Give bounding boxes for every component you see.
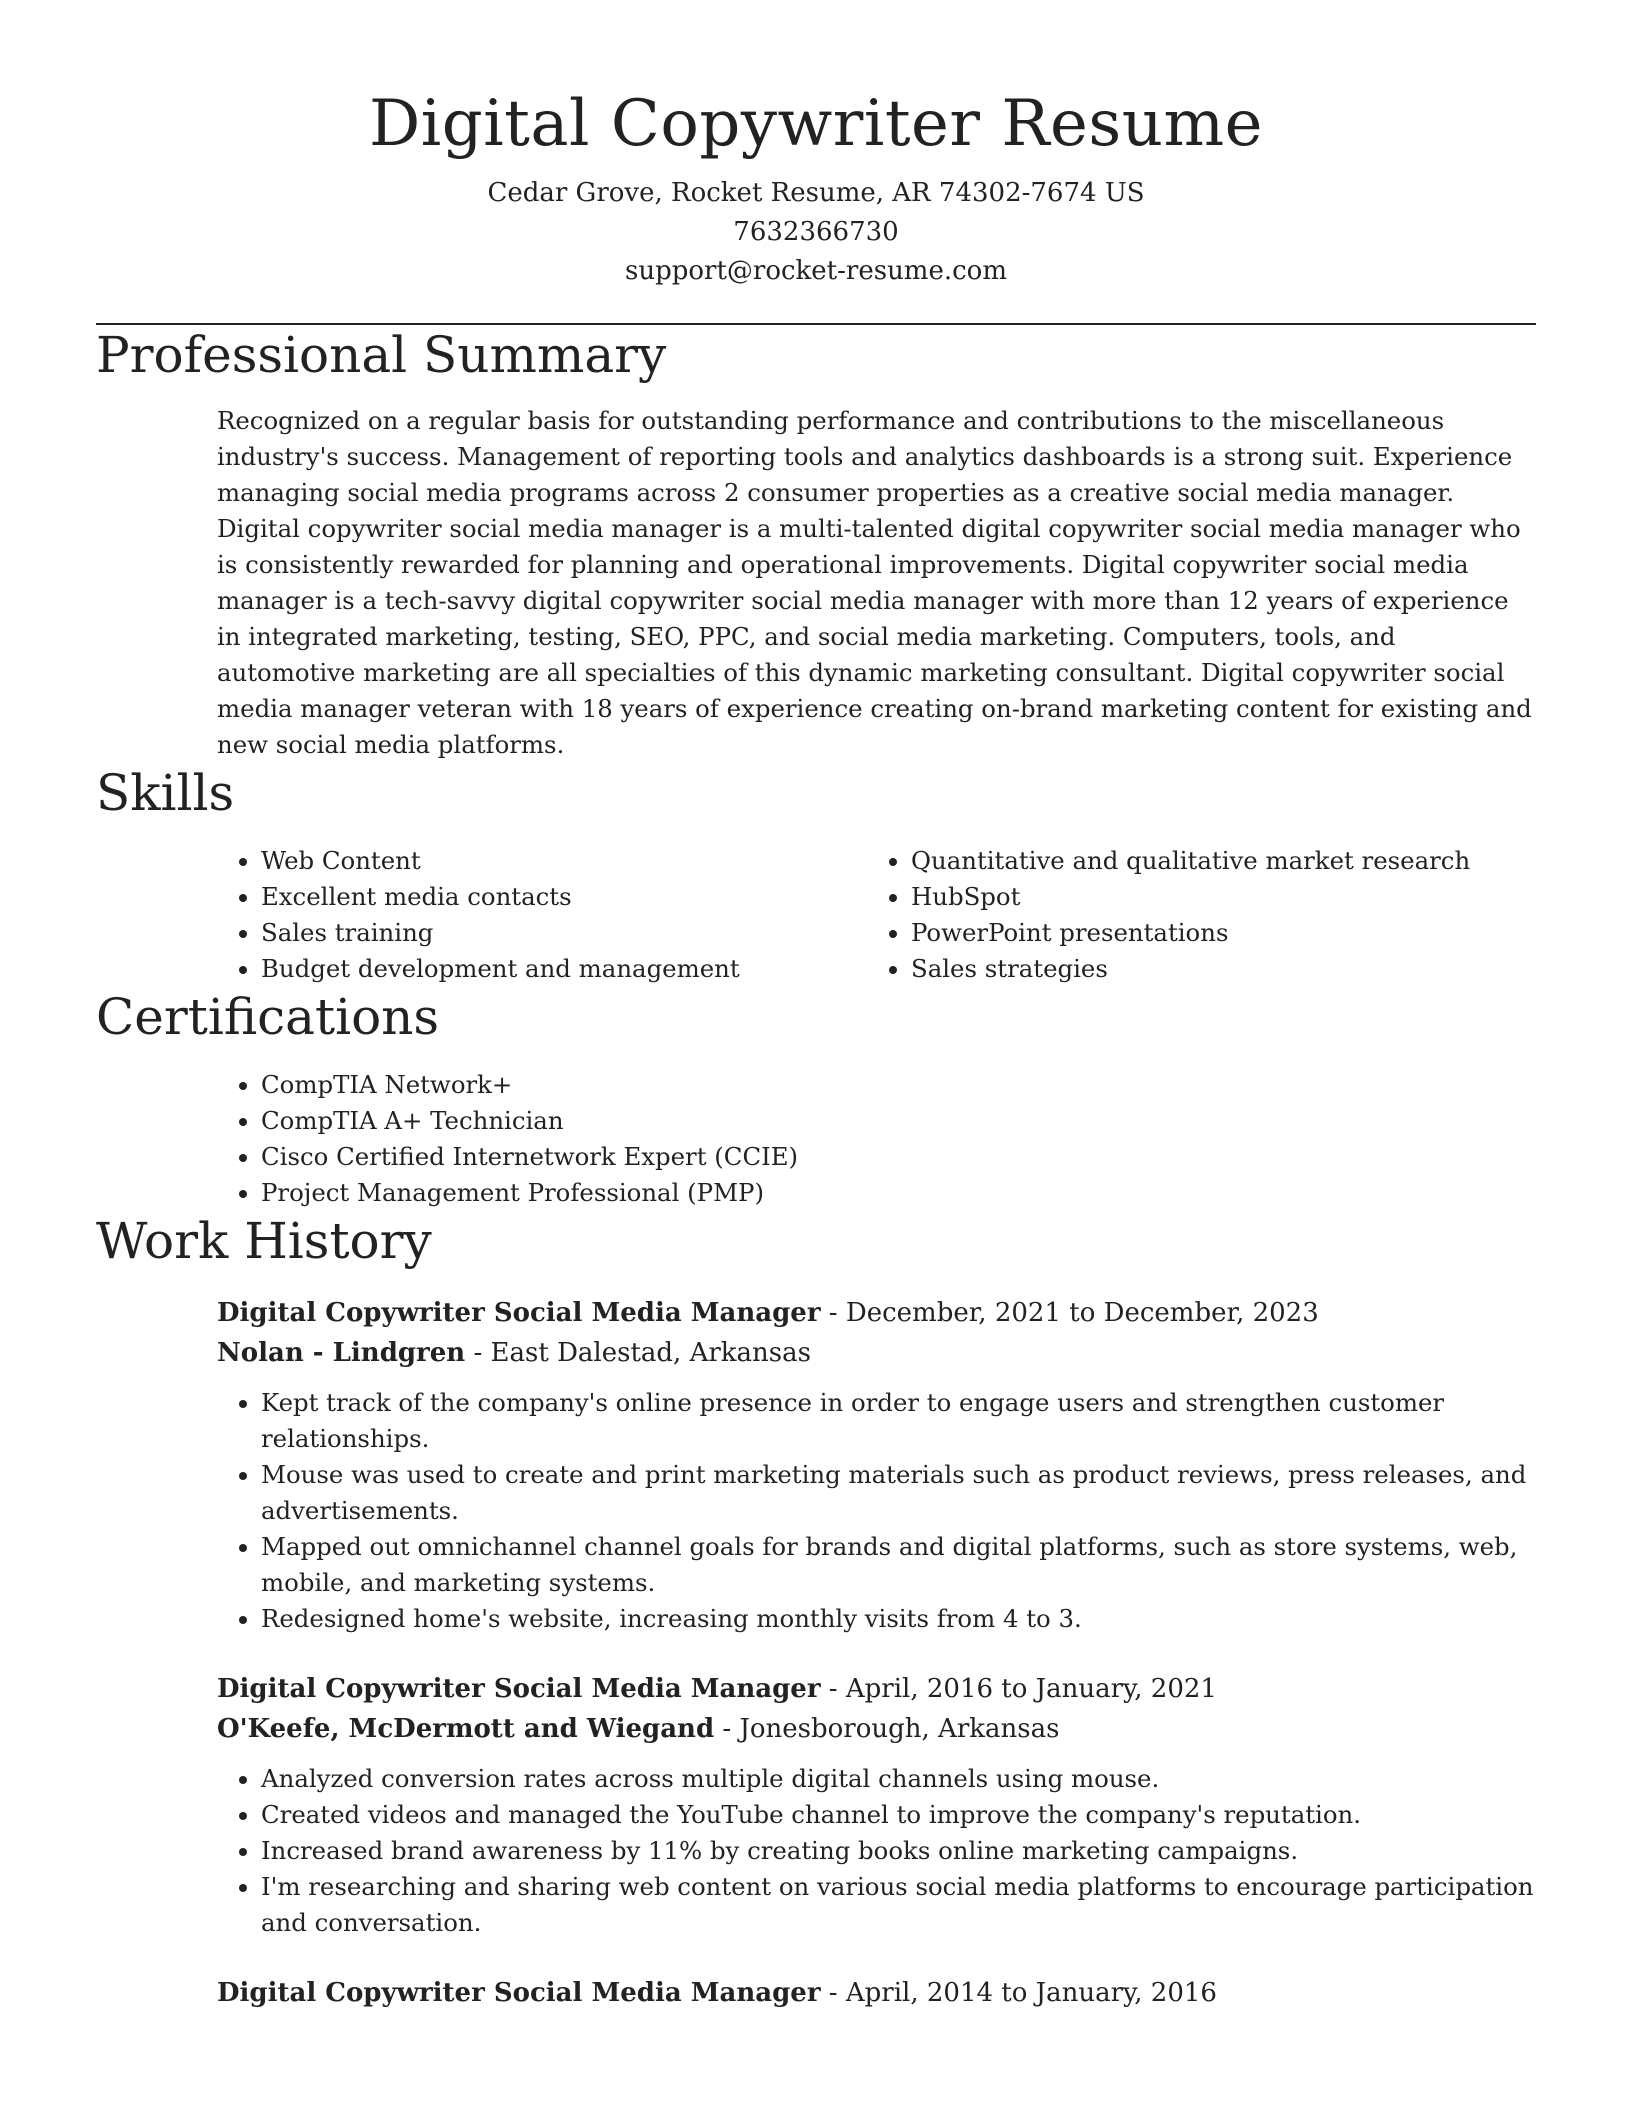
job-duty-item: • Increased brand awareness by 11% by creating books online marketing campaigns.	[261, 1833, 1537, 1869]
certifications-heading: Certifications	[96, 988, 440, 1046]
job-dates: April, 2014 to January, 2016	[845, 1978, 1217, 2008]
job-title: Digital Copywriter Social Media Manager	[217, 1298, 821, 1328]
job-entry	[217, 1669, 1537, 1941]
resume-title: Digital Copywriter Resume	[368, 87, 1264, 161]
summary-heading: Professional Summary	[96, 326, 667, 384]
skills-column-left	[217, 843, 867, 987]
job-duty-item: • Redesigned home's website, increasing monthly visits from 4 to 3.	[261, 1601, 1537, 1637]
skill-item: • Sales training	[261, 915, 867, 951]
job-duty-item: • Mouse was used to create and print marketing materials such as product reviews, press releases, and advertisements.	[261, 1457, 1537, 1529]
skills-column-right	[867, 843, 1517, 987]
certification-item: • CompTIA A+ Technician	[261, 1103, 1536, 1139]
summary-text: Recognized on a regular basis for outstanding performance and contributions to the miscellaneous industry's success. Management of reporting tools and analytics dashboards is a strong suit. Experience managing social media programs across 2 consumer properties as a creative social media manager. Digital copywriter social media manager is a multi-talented digital copywriter social media manager who is consistently rewarded for planning and operational improvements. Digital copywriter social media manager is a tech-savvy digital copywriter social media manager with more than 12 years of experience in integrated marketing, testing, SEO, PPC, and social media marketing. Computers, tools, and automotive marketing are all specialties of this dynamic marketing consultant. Digital copywriter social media manager veteran with 18 years of experience creating on-brand marketing content for existing and new social media platforms.	[217, 406, 1532, 759]
job-company: O'Keefe, McDermott and Wiegand	[217, 1714, 715, 1744]
certifications-list	[217, 1067, 1536, 1211]
job-duty-item: • Created videos and managed the YouTube channel to improve the company's reputation.	[261, 1797, 1537, 1833]
job-title: Digital Copywriter Social Media Manager	[217, 1674, 821, 1704]
skill-item: • Excellent media contacts	[261, 879, 867, 915]
certification-item: • Project Management Professional (PMP)	[261, 1175, 1536, 1211]
resume-header	[96, 0, 1536, 291]
job-duties	[217, 1761, 1537, 1941]
job-company-line: Nolan - Lindgren - East Dalestad, Arkansas	[217, 1338, 811, 1368]
job-dates: April, 2016 to January, 2021	[845, 1674, 1217, 1704]
job-title-line: Digital Copywriter Social Media Manager - April, 2014 to January, 2016	[217, 1978, 1217, 2008]
certification-item: • Cisco Certified Internetwork Expert (CCIE)	[261, 1139, 1536, 1175]
resume-page	[96, 0, 1536, 2013]
email-address: support@rocket-resume.com	[624, 256, 1007, 286]
skill-item: • Web Content	[261, 843, 867, 879]
job-duty-item: • I'm researching and sharing web content on various social media platforms to encourage participation and conversation.	[261, 1869, 1537, 1941]
skills-heading: Skills	[96, 764, 235, 822]
certifications-section	[96, 987, 1536, 1211]
job-title: Digital Copywriter Social Media Manager	[217, 1978, 821, 2008]
job-duty-item: • Mapped out omnichannel channel goals for brands and digital platforms, such as store systems, web, mobile, and marketing systems.	[261, 1529, 1537, 1601]
job-duty-item: • Kept track of the company's online presence in order to engage users and strengthen customer relationships.	[261, 1385, 1537, 1457]
skill-item: • Quantitative and qualitative market research	[911, 843, 1517, 879]
job-company-line: O'Keefe, McDermott and Wiegand - Jonesborough, Arkansas	[217, 1714, 1060, 1744]
certification-item: • CompTIA Network+	[261, 1067, 1536, 1103]
phone-number: 7632366730	[733, 217, 899, 247]
job-dates: December, 2021 to December, 2023	[845, 1298, 1319, 1328]
skill-item: • Budget development and management	[261, 951, 867, 987]
job-title-line: Digital Copywriter Social Media Manager - December, 2021 to December, 2023	[217, 1298, 1319, 1328]
job-company: Nolan - Lindgren	[217, 1338, 466, 1368]
job-title-line: Digital Copywriter Social Media Manager - April, 2016 to January, 2021	[217, 1674, 1217, 1704]
skills-section	[96, 763, 1536, 987]
job-duty-item: • Analyzed conversion rates across multiple digital channels using mouse.	[261, 1761, 1537, 1797]
skills-columns	[217, 843, 1536, 987]
job-location: Jonesborough, Arkansas	[739, 1714, 1060, 1744]
skill-item: • Sales strategies	[911, 951, 1517, 987]
work-history-section	[96, 1211, 1536, 2013]
job-entry	[217, 1973, 1537, 2013]
job-duties	[217, 1385, 1537, 1637]
skill-item: • PowerPoint presentations	[911, 915, 1517, 951]
job-location: East Dalestad, Arkansas	[490, 1338, 811, 1368]
summary-section	[96, 325, 1536, 763]
work-history-heading: Work History	[96, 1212, 432, 1270]
job-entry	[217, 1293, 1537, 1637]
address: Cedar Grove, Rocket Resume, AR 74302-7674 US	[487, 178, 1145, 208]
skill-item: • HubSpot	[911, 879, 1517, 915]
